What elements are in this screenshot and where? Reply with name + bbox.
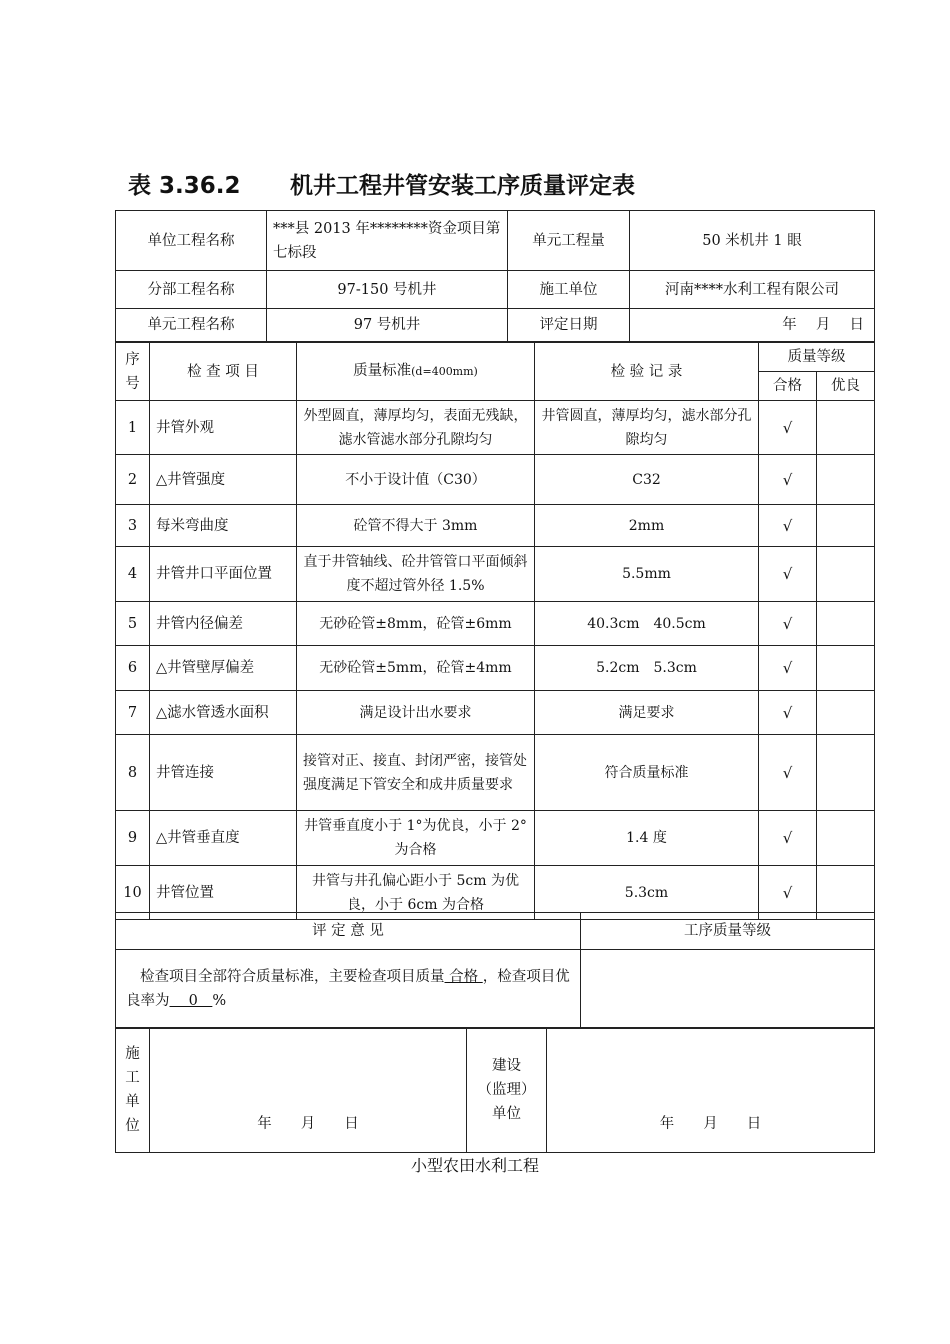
row-no: 10 (116, 866, 150, 920)
row-record: 5.2cm 5.3cm (535, 646, 759, 691)
contractor-sign-label: 施工单位 (116, 1028, 150, 1153)
row-no: 2 (116, 455, 150, 505)
row-record: 2mm (535, 505, 759, 547)
row-pass-mark: √ (759, 735, 817, 811)
row-excellent-mark (817, 691, 875, 735)
header-table (115, 210, 875, 342)
division-label: 分部工程名称 (116, 271, 267, 309)
row-standard: 接管对正、接直、封闭严密，接管处强度满足下管安全和成井质量要求 (297, 735, 535, 811)
division-value: 97-150 号机井 (267, 271, 508, 309)
table-row (116, 602, 875, 646)
row-standard: 无砂砼管±5mm，砼管±4mm (297, 646, 535, 691)
row-item: △井管垂直度 (150, 811, 297, 866)
table-row (116, 455, 875, 505)
row-pass-mark: √ (759, 866, 817, 920)
row-excellent-mark (817, 401, 875, 455)
unit-project-label: 单位工程名称 (116, 211, 267, 271)
contractor-sign-date: 年 月 日 (150, 1028, 467, 1153)
row-standard: 无砂砼管±8mm，砼管±6mm (297, 602, 535, 646)
table-row (116, 691, 875, 735)
col-no-header: 序号 (116, 343, 150, 401)
element-quantity-label: 单元工程量 (508, 211, 630, 271)
page-title (128, 168, 888, 204)
footer-text: 小型农田水利工程 (410, 1156, 539, 1175)
signature-table (115, 1027, 875, 1153)
row-excellent-mark (817, 646, 875, 691)
row-no: 6 (116, 646, 150, 691)
table-row (116, 547, 875, 602)
col-record-header: 检 验 记 录 (535, 343, 759, 401)
row-pass-mark: √ (759, 811, 817, 866)
row-record: C32 (535, 455, 759, 505)
contractor-label: 施工单位 (508, 271, 630, 309)
row-pass-mark: √ (759, 547, 817, 602)
eval-date-label: 评定日期 (508, 309, 630, 342)
row-standard: 不小于设计值（C30） (297, 455, 535, 505)
row-pass-mark: √ (759, 646, 817, 691)
supervisor-sign-label: 建设 （监理） 单位 (467, 1028, 547, 1153)
table-name: 机井工程井管安装工序质量评定表 (290, 173, 635, 199)
element-name-label: 单元工程名称 (116, 309, 267, 342)
row-item: △井管强度 (150, 455, 297, 505)
table-row (116, 735, 875, 811)
col-item-header: 检 查 项 目 (150, 343, 297, 401)
row-no: 9 (116, 811, 150, 866)
row-pass-mark: √ (759, 455, 817, 505)
row-record: 满足要求 (535, 691, 759, 735)
col-pass-header: 合格 (759, 372, 817, 401)
col-standard-header: 质量标准(d=400mm) (297, 343, 535, 401)
table-row (116, 505, 875, 547)
element-name-value: 97 号机井 (267, 309, 508, 342)
opinion-label: 评 定 意 见 (116, 913, 581, 950)
unit-project-value: ***县 2013 年********资金项目第七标段 (267, 211, 508, 271)
evaluation-table (115, 912, 875, 1029)
row-no: 1 (116, 401, 150, 455)
row-excellent-mark (817, 735, 875, 811)
process-grade-value (581, 950, 875, 1029)
row-item: 井管位置 (150, 866, 297, 920)
row-standard: 直于井管轴线、砼井管管口平面倾斜度不超过管外径 1.5% (297, 547, 535, 602)
row-item: 每米弯曲度 (150, 505, 297, 547)
row-no: 5 (116, 602, 150, 646)
row-standard: 井管垂直度小于 1°为优良，小于 2°为合格 (297, 811, 535, 866)
row-no: 4 (116, 547, 150, 602)
row-excellent-mark (817, 505, 875, 547)
row-standard: 满足设计出水要求 (297, 691, 535, 735)
contractor-value: 河南****水利工程有限公司 (630, 271, 875, 309)
row-no: 3 (116, 505, 150, 547)
row-record: 符合质量标准 (535, 735, 759, 811)
col-grade-header: 质量等级 (759, 343, 875, 372)
row-record: 40.3cm 40.5cm (535, 602, 759, 646)
col-excellent-header: 优良 (817, 372, 875, 401)
row-excellent-mark (817, 602, 875, 646)
row-standard: 井管与井孔偏心距小于 5cm 为优良，小于 6cm 为合格 (297, 866, 535, 920)
table-row (116, 646, 875, 691)
row-item: △井管壁厚偏差 (150, 646, 297, 691)
row-item: 井管内径偏差 (150, 602, 297, 646)
row-pass-mark: √ (759, 401, 817, 455)
row-excellent-mark (817, 811, 875, 866)
row-item: 井管井口平面位置 (150, 547, 297, 602)
inspection-table (115, 342, 875, 920)
row-standard: 砼管不得大于 3mm (297, 505, 535, 547)
opinion-text: 检查项目全部符合质量标准，主要检查项目质量 合格 ，检查项目优良率为 0 % (116, 950, 581, 1029)
excellent-rate: 0 (169, 993, 213, 1009)
table-number: 表 3.36.2 (128, 173, 241, 199)
row-pass-mark: √ (759, 602, 817, 646)
row-pass-mark: √ (759, 505, 817, 547)
row-item: 井管外观 (150, 401, 297, 455)
supervisor-sign-date: 年 月 日 (547, 1028, 875, 1153)
row-no: 8 (116, 735, 150, 811)
table-row (116, 811, 875, 866)
table-row (116, 401, 875, 455)
row-record: 1.4 度 (535, 811, 759, 866)
process-grade-label: 工序质量等级 (581, 913, 875, 950)
row-standard: 外型圆直，薄厚均匀，表面无残缺，滤水管滤水部分孔隙均匀 (297, 401, 535, 455)
row-record: 5.3cm (535, 866, 759, 920)
quality-result: 合格 (444, 969, 483, 985)
element-quantity-value: 50 米机井 1 眼 (630, 211, 875, 271)
row-item: △滤水管透水面积 (150, 691, 297, 735)
row-excellent-mark (817, 547, 875, 602)
row-record: 5.5mm (535, 547, 759, 602)
row-pass-mark: √ (759, 691, 817, 735)
row-item: 井管连接 (150, 735, 297, 811)
row-no: 7 (116, 691, 150, 735)
row-excellent-mark (817, 455, 875, 505)
eval-date-value: 年 月 日 (630, 309, 875, 342)
row-record: 井管圆直，薄厚均匀，滤水部分孔隙均匀 (535, 401, 759, 455)
